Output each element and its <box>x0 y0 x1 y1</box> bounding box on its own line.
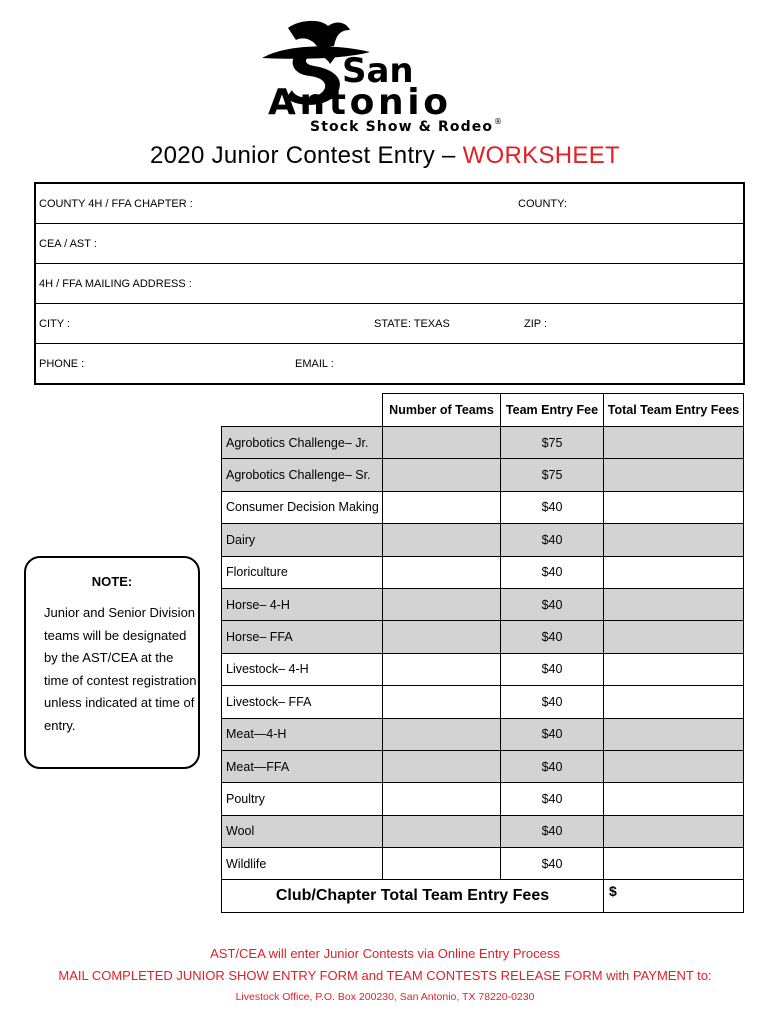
table-header-row <box>222 394 744 427</box>
entry-fee: $40 <box>501 588 604 620</box>
entry-fee: $40 <box>501 718 604 750</box>
contest-name: Meat—4-H <box>222 718 383 750</box>
logo-line-stockshow: Stock Show & Rodeo <box>310 119 492 135</box>
number-of-teams-input[interactable] <box>383 653 501 685</box>
table-row <box>222 750 744 782</box>
cowboy-hat-logo-graphic <box>258 18 508 136</box>
contest-name: Wool <box>222 815 383 847</box>
number-of-teams-input[interactable] <box>383 459 501 491</box>
info-row-phone <box>36 344 743 383</box>
header-blank <box>222 394 383 427</box>
total-fee-input[interactable] <box>604 556 744 588</box>
table-row <box>222 524 744 556</box>
table-row <box>222 848 744 880</box>
total-fee-input[interactable] <box>604 718 744 750</box>
total-fee-input[interactable] <box>604 815 744 847</box>
title-highlight: WORKSHEET <box>462 142 620 169</box>
entry-fee: $40 <box>501 686 604 718</box>
entry-fee: $75 <box>501 459 604 491</box>
entry-fee: $40 <box>501 621 604 653</box>
registered-mark: ® <box>494 117 502 126</box>
info-row-mailing <box>36 264 743 304</box>
table-row <box>222 459 744 491</box>
entry-fee: $40 <box>501 848 604 880</box>
entry-fee: $75 <box>501 427 604 459</box>
number-of-teams-input[interactable] <box>383 427 501 459</box>
note-box <box>24 556 200 769</box>
number-of-teams-input[interactable] <box>383 491 501 523</box>
table-row <box>222 588 744 620</box>
total-fee-input[interactable] <box>604 621 744 653</box>
entry-fee: $40 <box>501 491 604 523</box>
contest-name: Livestock– 4-H <box>222 653 383 685</box>
entry-fee: $40 <box>501 783 604 815</box>
san-antonio-rodeo-logo <box>258 18 508 136</box>
entry-fee: $40 <box>501 556 604 588</box>
number-of-teams-input[interactable] <box>383 588 501 620</box>
total-row <box>222 880 744 913</box>
contest-entry-table <box>221 393 744 913</box>
note-body: Junior and Senior Division teams will be designated by the AST/CEA at the time of contest registration unless indicated at time of entry. <box>44 605 197 733</box>
contest-name: Floriculture <box>222 556 383 588</box>
logo-line-san: San <box>342 51 414 91</box>
table-row <box>222 686 744 718</box>
note-heading: NOTE: <box>91 574 133 589</box>
county-chapter-field[interactable]: COUNTY 4H / FFA CHAPTER : <box>39 198 193 210</box>
zip-field[interactable]: ZIP : <box>524 318 548 330</box>
number-of-teams-input[interactable] <box>383 621 501 653</box>
header-team-entry-fee: Team Entry Fee <box>501 394 604 427</box>
info-row-chapter <box>36 184 743 224</box>
title-main: 2020 Junior Contest Entry – <box>150 142 463 169</box>
total-fee-input[interactable] <box>604 686 744 718</box>
number-of-teams-input[interactable] <box>383 718 501 750</box>
number-of-teams-input[interactable] <box>383 750 501 782</box>
total-fee-input[interactable] <box>604 750 744 782</box>
number-of-teams-input[interactable] <box>383 524 501 556</box>
table-row <box>222 718 744 750</box>
header-number-of-teams: Number of Teams <box>383 394 501 427</box>
total-fee-input[interactable] <box>604 783 744 815</box>
table-row <box>222 653 744 685</box>
contest-name: Meat—FFA <box>222 750 383 782</box>
total-fee-input[interactable] <box>604 491 744 523</box>
info-row-cea <box>36 224 743 264</box>
page-title <box>0 142 770 170</box>
city-field[interactable]: CITY : <box>39 318 70 330</box>
table-row <box>222 783 744 815</box>
contest-name: Agrobotics Challenge– Jr. <box>222 427 383 459</box>
footer-address: Livestock Office, P.O. Box 200230, San Antonio, TX 78220-0230 <box>235 991 535 1003</box>
total-fee-input[interactable] <box>604 653 744 685</box>
table-row <box>222 427 744 459</box>
number-of-teams-input[interactable] <box>383 783 501 815</box>
county-field[interactable]: COUNTY: <box>518 198 567 210</box>
footer-mail-instructions: MAIL COMPLETED JUNIOR SHOW ENTRY FORM and TEAM CONTESTS RELEASE FORM with PAYMENT to: <box>58 968 712 983</box>
entry-fee: $40 <box>501 750 604 782</box>
table-row <box>222 556 744 588</box>
chapter-info-box <box>34 182 745 385</box>
entry-fee: $40 <box>501 653 604 685</box>
number-of-teams-input[interactable] <box>383 815 501 847</box>
contest-name: Agrobotics Challenge– Sr. <box>222 459 383 491</box>
contest-name: Dairy <box>222 524 383 556</box>
contest-name: Consumer Decision Making <box>222 491 383 523</box>
cea-ast-field[interactable]: CEA / AST : <box>39 238 97 250</box>
contest-name: Livestock– FFA <box>222 686 383 718</box>
total-fee-input[interactable] <box>604 524 744 556</box>
contest-name: Horse– 4-H <box>222 588 383 620</box>
table-row <box>222 491 744 523</box>
table-row <box>222 815 744 847</box>
total-label: Club/Chapter Total Team Entry Fees <box>222 880 604 913</box>
info-row-city <box>36 304 743 344</box>
entry-fee: $40 <box>501 815 604 847</box>
number-of-teams-input[interactable] <box>383 848 501 880</box>
header-total-team-entry-fees: Total Team Entry Fees <box>604 394 744 427</box>
number-of-teams-input[interactable] <box>383 686 501 718</box>
entry-fee: $40 <box>501 524 604 556</box>
number-of-teams-input[interactable] <box>383 556 501 588</box>
total-fee-input[interactable] <box>604 588 744 620</box>
footer-online-entry: AST/CEA will enter Junior Contests via Online Entry Process <box>210 946 560 961</box>
grand-total-input[interactable]: $ <box>604 880 744 913</box>
table-row <box>222 621 744 653</box>
total-fee-input[interactable] <box>604 459 744 491</box>
phone-field[interactable]: PHONE : <box>39 358 85 370</box>
email-field[interactable]: EMAIL : <box>295 358 334 370</box>
total-fee-input[interactable] <box>604 427 744 459</box>
contest-name: Horse– FFA <box>222 621 383 653</box>
contest-name: Wildlife <box>222 848 383 880</box>
total-fee-input[interactable] <box>604 848 744 880</box>
mailing-address-field[interactable]: 4H / FFA MAILING ADDRESS : <box>39 278 192 290</box>
state-field: STATE: TEXAS <box>374 318 450 330</box>
logo-line-antonio: Antonio <box>268 82 448 123</box>
contest-name: Poultry <box>222 783 383 815</box>
